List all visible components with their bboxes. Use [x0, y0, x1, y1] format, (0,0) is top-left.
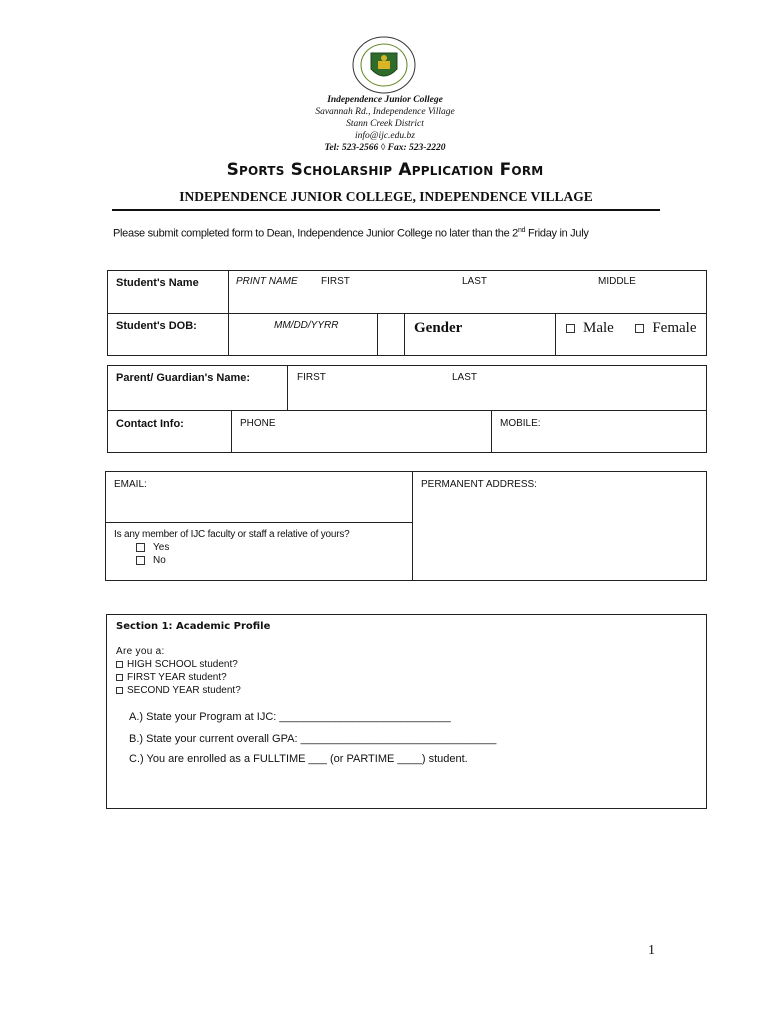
permanent-address-field[interactable]: PERMANENT ADDRESS:	[421, 479, 537, 490]
contact-col-divider	[231, 410, 232, 453]
dob-gender-divider	[377, 313, 378, 356]
phone-field[interactable]: PHONE	[240, 418, 276, 429]
dob-field[interactable]: MM/DD/YYRR	[274, 320, 339, 331]
relative-question: Is any member of IJC faculty or staff a relative of yours?	[114, 529, 350, 540]
option-first-year[interactable]	[116, 672, 227, 683]
enrollment-question[interactable]: C.) You are enrolled as a FULLTIME ___ (or PARTIME ____) student.	[129, 753, 468, 765]
male-label: Male	[583, 320, 614, 336]
student-col-divider	[228, 270, 229, 356]
parent-row-divider	[107, 410, 707, 411]
college-email: info@ijc.edu.bz	[355, 131, 415, 141]
last-name-field[interactable]: LAST	[462, 276, 488, 287]
title-rule	[112, 209, 660, 211]
section1-heading: Section 1: Academic Profile	[116, 621, 271, 632]
high-school-checkbox[interactable]	[116, 661, 123, 668]
gender-right-divider	[555, 313, 556, 356]
form-title: Sports Scholarship Application Form	[226, 160, 544, 180]
second-year-label: SECOND YEAR student?	[127, 685, 241, 696]
college-name: Independence Junior College	[327, 95, 443, 105]
second-year-checkbox[interactable]	[116, 687, 123, 694]
gender-label: Gender	[414, 320, 463, 336]
page-number: 1	[648, 943, 655, 958]
program-question[interactable]: A.) State your Program at IJC: ____________________________	[129, 711, 451, 723]
student-name-label: Student's Name	[116, 277, 199, 289]
mobile-field[interactable]: MOBILE:	[500, 418, 541, 429]
yes-label: Yes	[153, 542, 170, 553]
first-year-label: FIRST YEAR student?	[127, 672, 227, 683]
gender-left-divider	[404, 313, 405, 356]
gpa-question[interactable]: B.) State your current overall GPA: ________________________________	[129, 733, 497, 745]
high-school-label: HIGH SCHOOL student?	[127, 659, 238, 670]
option-high-school[interactable]	[116, 659, 238, 670]
parent-col-divider	[287, 365, 288, 410]
mobile-col-divider	[491, 410, 492, 453]
instructions: Please submit completed form to Dean, Independence Junior College no later than the 2nd Friday in July	[113, 227, 589, 240]
parent-name-label: Parent/ Guardian's Name:	[116, 372, 251, 384]
email-row-divider	[105, 522, 412, 523]
relative-no-option[interactable]	[136, 555, 166, 566]
no-checkbox[interactable]	[136, 556, 145, 565]
student-row-divider	[107, 313, 707, 314]
first-name-field[interactable]: FIRST	[321, 276, 350, 287]
female-label: Female	[652, 320, 697, 336]
are-you-label: Are you a:	[116, 646, 165, 657]
gender-options	[566, 320, 696, 337]
contact-info-label: Contact Info:	[116, 418, 184, 430]
student-dob-label: Student's DOB:	[116, 320, 197, 332]
yes-checkbox[interactable]	[136, 543, 145, 552]
address-line-2: Stann Creek District	[346, 119, 424, 129]
male-checkbox[interactable]	[566, 324, 575, 333]
address-line-1: Savannah Rd., Independence Village	[315, 107, 455, 117]
print-name-hint: PRINT NAME	[236, 276, 298, 287]
no-label: No	[153, 555, 166, 566]
email-col-divider	[412, 471, 413, 581]
college-phones: Tel: 523-2566 ◊ Fax: 523-2220	[324, 143, 446, 153]
first-year-checkbox[interactable]	[116, 674, 123, 681]
form-subtitle: INDEPENDENCE JUNIOR COLLEGE, INDEPENDENCE VILLAGE	[179, 189, 593, 204]
parent-last-field[interactable]: LAST	[452, 372, 478, 383]
option-second-year[interactable]	[116, 685, 241, 696]
female-checkbox[interactable]	[635, 324, 644, 333]
middle-name-field[interactable]: MIDDLE	[598, 276, 636, 287]
email-address-table	[105, 471, 707, 581]
email-field[interactable]: EMAIL:	[114, 479, 147, 490]
college-seal-logo	[351, 35, 417, 95]
parent-first-field[interactable]: FIRST	[297, 372, 326, 383]
relative-yes-option[interactable]	[136, 542, 169, 553]
